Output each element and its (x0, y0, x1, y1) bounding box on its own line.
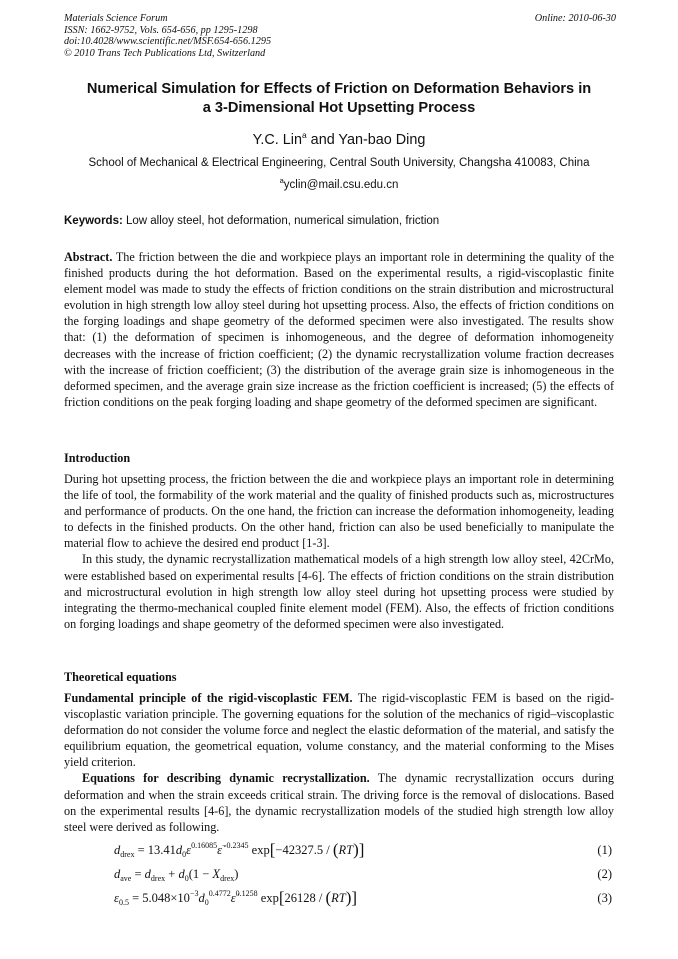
author-2: and Yan-bao Ding (306, 132, 426, 148)
drx-label: Equations for describing dynamic recrystallization. (82, 771, 370, 786)
eq1-d0: d (175, 843, 183, 857)
eq3-rt: RT (331, 891, 346, 905)
eq3-exp: exp (260, 891, 279, 905)
equation-1-formula: $d_{drex}$ = $13.41d_0\varepsilon^{0.16085}\varepsiloṅ^{-0.2345}$ exp[−42327.5 / (RT)] (114, 840, 365, 859)
equation-2-formula: $d_{ave} = d_{drex} + d_0(1 - X_{drex})$ (114, 867, 239, 883)
eq2-term2: d (178, 867, 185, 881)
paper-title (50, 80, 628, 118)
eq2-x: X (212, 867, 221, 881)
equation-1 (64, 840, 614, 860)
introduction-body (64, 471, 614, 632)
eq1-exp: exp (251, 843, 270, 857)
abstract (64, 249, 614, 410)
abstract-label: Abstract. (64, 250, 113, 264)
eq2-x-sub: drex (220, 874, 235, 883)
eq1-rt: RT (338, 843, 354, 857)
title-line-1: Numerical Simulation for Effects of Friction on Deformation Behaviors in (86, 81, 592, 97)
eq3-d0: d (198, 891, 205, 905)
eq1-rate-exp: −0.2345 (222, 841, 249, 850)
journal-copyright: © 2010 Trans Tech Publications Ltd, Switzerland (64, 47, 266, 59)
eq3-lhs: ε (114, 891, 119, 905)
eq3-strain-rate: ε̇ (230, 891, 236, 905)
fem-text: The rigid-viscoplastic FEM is based on the rigid-viscoplastic variation principle. The governing equations for the solution of the mechanics of rigid–viscoplastic deformation do not consider the volume force and neglect the elastic deformation of the material, and satisfy the equilibrium equation, the geometrical equation, volume constancy, and the material conforming to the Mises yield criterion. (64, 691, 614, 770)
eq1-arg: −42327.5 / (275, 843, 333, 857)
journal-name: Materials Science Forum (64, 13, 168, 24)
introduction-paragraph-1: During hot upsetting process, the friction between the die and workpiece plays an important role in determining the life of tool, the formability of the work material and the quality of finished products such as, microstructures and performance of products. On the one hand, the friction can increase the deformation inhomogeneity, leading to defects in the finished products. On the other hand, friction can also be used beneficially to manipulate the material flow to achieve the desired end product [1-3]. (64, 472, 614, 551)
author-1: Y.C. Lin (252, 132, 302, 148)
eq1-lhs: d (114, 843, 121, 857)
journal-doi[interactable]: doi:10.4028/www.scientific.net/MSF.654-656.1295 (64, 36, 272, 48)
online-date: Online: 2010-06-30 (534, 13, 616, 24)
eq3-arg: 26128 / (284, 891, 326, 905)
title-line-2: a 3-Dimensional Hot Upsetting Process (202, 100, 476, 116)
abstract-text: The friction between the die and workpiece plays an important role in determining the quality of the finished products during the hot deformation. Based on the experimental results, a rigid-viscoplastic finite element model was made to study the effects of friction conditions on the strain distribution and microstructural evolution in high strength low alloy steel during hot upsetting process. Also, the effects of friction conditions on the forging loadings and shape geometry of the deformed specimen were also investigated. The results show that: (1) the deformation of specimen is inhomogeneous, and the degree of deformation inhomogeneity decreases with the increase of friction coefficient; (2) the dynamic recrystallization volume fraction decreases with the increase of friction coefficient; (3) the distribution of the average grain size is inhomogeneous in the deformed specimen, and the average grain size increase as the friction coefficient is increased; (5) the effects of friction conditions on the peak forging loading and shape geometry of the deformed specimen are significant. (64, 250, 614, 409)
eq3-coef-exp: −3 (189, 889, 199, 898)
eq1-coef: 13.41 (147, 843, 176, 857)
eq1-lhs-sub: drex (120, 850, 135, 859)
equation-2-number: (2) (597, 867, 612, 881)
eq3-coef: 5.048×10 (142, 891, 190, 905)
theory-heading: Theoretical equations (64, 670, 177, 684)
eq2-lhs: d (114, 867, 121, 881)
eq2-term2-sub: 0 (184, 874, 189, 883)
author-email (40, 178, 638, 193)
eq3-d0-sub: 0 (204, 898, 209, 907)
equation-3-formula: $\varepsilon_{0.5}$ = $5.048\times 10^{-3}d_0^{0.4772}\varepsiloṅ^{0.1258}$ exp[26128 / (RT)] (114, 888, 358, 907)
eq1-strain: ε (186, 843, 192, 857)
author-line (40, 131, 638, 149)
introduction-paragraph-2: In this study, the dynamic recrystallization mathematical models of a high strength low alloy steel, 42CrMo, were established based on experimental results [4-6]. The effects of friction conditions on the strain distribution and microstructural evolution in high strength low alloy steel during hot upsetting process were studied by integrating the thermo-mechanical coupled finite element model (FEM). Also, the effects of friction conditions on forging loadings and shape geometry of the deformed specimen were also investigated. (64, 552, 614, 631)
eq1-d0-sub: 0 (182, 850, 187, 859)
keywords-label: Keywords: (64, 215, 123, 227)
equation-2 (64, 864, 614, 884)
email-superscript: a (279, 176, 284, 185)
eq2-term1-sub: drex (150, 874, 166, 883)
eq2-one-minus: (1 − (188, 867, 213, 881)
eq3-lhs-sub: 0.5 (118, 898, 129, 907)
author-1-superscript: a (301, 130, 307, 140)
eq1-strain-exp: 0.16085 (191, 841, 218, 850)
keywords-text: Low alloy steel, hot deformation, numerical simulation, friction (122, 215, 440, 227)
keywords (64, 214, 616, 229)
equation-3 (64, 888, 614, 908)
introduction-heading: Introduction (64, 451, 131, 465)
affiliation: School of Mechanical & Electrical Engineering, Central South University, Changsha 410083, China (88, 157, 590, 169)
equation-3-number: (3) (597, 891, 612, 905)
eq2-close: ) (234, 867, 239, 881)
eq3-d0-exp: 0.4772 (208, 889, 231, 898)
email-address[interactable]: yclin@mail.csu.edu.cn (283, 179, 399, 191)
equation-1-number: (1) (597, 843, 612, 857)
drx-text: The dynamic recrystallization occurs during deformation and when the strain exceeds critical strain. The driving force is the removal of dislocations. Based on the experimental results [4-6], the dynamic recrystallization models of the studied high strength low alloy steel were derived as following. (64, 771, 614, 834)
eq2-lhs-sub: ave (120, 874, 132, 883)
journal-header (64, 13, 616, 59)
eq2-term1: d (144, 867, 151, 881)
theory-body (64, 690, 614, 835)
journal-issn: ISSN: 1662-9752, Vols. 654-656, pp 1295-1298 (64, 24, 258, 36)
eq3-rate-exp: 0.1258 (235, 889, 258, 898)
fem-label: Fundamental principle of the rigid-viscoplastic FEM. (64, 691, 353, 705)
eq1-strain-rate: ε̇ (217, 843, 223, 857)
